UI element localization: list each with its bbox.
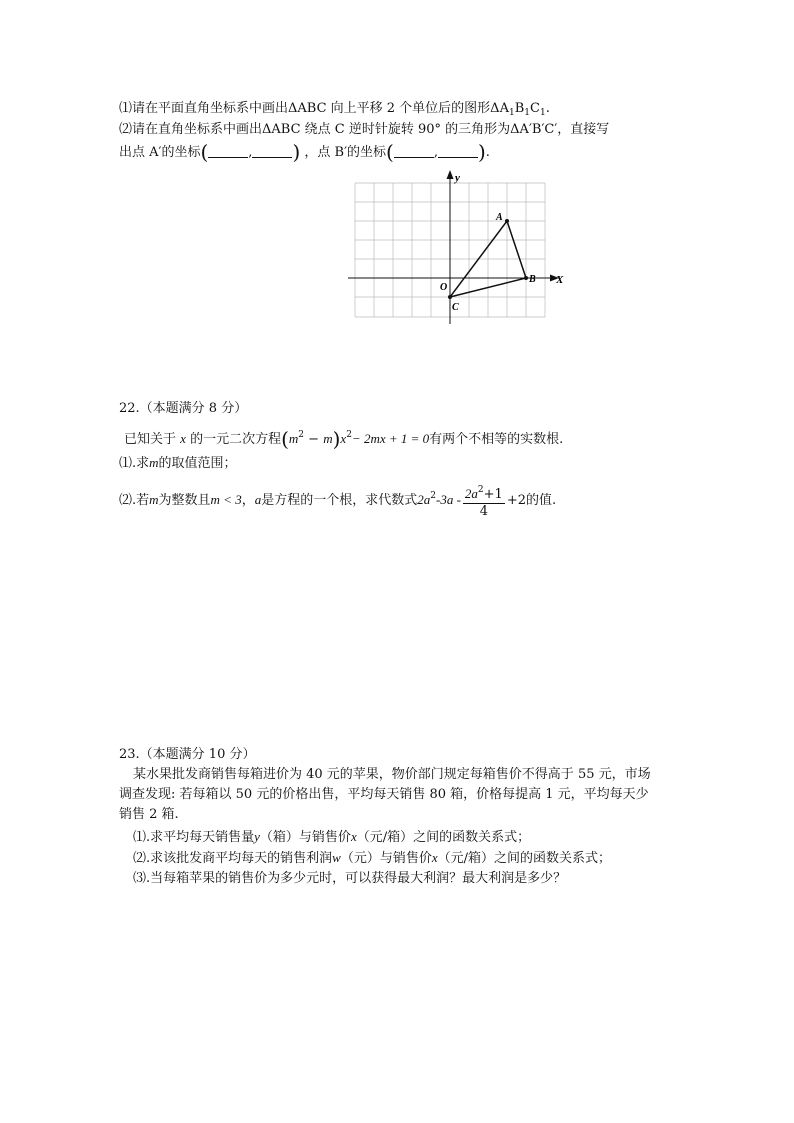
point-a-label: A [496, 212, 503, 223]
point-c [448, 295, 452, 299]
answer-blank [394, 145, 434, 158]
origin-label: O [440, 282, 448, 293]
answer-blank [208, 145, 248, 158]
q23-line1: 某水果批发商销售每箱进价为 40 元的苹果，物价部门规定每箱售价不得高于 55 元，市场 [133, 767, 651, 782]
q23-part3: ⑶.当每箱苹果的销售价为多少元时，可以获得最大利润？最大利润是多少？ [133, 871, 567, 886]
x-axis-label: X [556, 274, 564, 286]
q22-stem: 已知关于 x 的一元二次方程$(m^2 - m)x^2- 2mx + 1 = 0$有两个不相等的实数根. [124, 427, 564, 451]
q23-header: 23.（本题满分 10 分） [119, 747, 256, 762]
q21-part1: ⑴请在平面直角坐标系中画出ΔABC 向上平移 2 个单位后的图形$\Delta A_1B_1C_1$. [119, 101, 550, 118]
answer-blank [438, 145, 478, 158]
q21-part2-line2: 出点 A′的坐标( , ) ，点 B′的坐标( , ). [119, 140, 490, 164]
point-b-label: B [529, 274, 536, 285]
y-axis-arrow [447, 170, 454, 179]
q23-part1: ⑴.求平均每天销售量y（箱）与销售价x（元/箱）之间的函数关系式； [133, 829, 531, 845]
y-axis-label: y [455, 172, 460, 184]
q22-part2: ⑵.若m为整数且m < 3，a是方程的一个根，求代数式$2a^2-3a$ - $\frac{2a^2+1}{4}$ +2的值. [119, 478, 556, 520]
answer-blank [252, 145, 292, 158]
q23-line3: 销售 2 箱. [119, 807, 179, 822]
point-c-label: C [452, 302, 459, 313]
q22-header: 22.（本题满分 8 分） [119, 401, 248, 416]
coordinate-grid-figure [340, 168, 580, 328]
q21-part2-line1: ⑵请在直角坐标系中画出ΔABC 绕点 C 逆时针旋转 90° 的三角形为ΔA′B′C′，直接写 [119, 122, 610, 137]
point-b [524, 276, 528, 280]
fraction: $\frac{2a^2+1}{4}$ [463, 482, 505, 520]
q23-line2: 调查发现: 若每箱以 50 元的价格出售，平均每天销售 80 箱，价格每提高 1 元，平均每天少 [119, 787, 649, 802]
point-a [505, 219, 509, 223]
q23-part2: ⑵.求该批发商平均每天的销售利润w（元）与销售价x（元/箱）之间的函数关系式； [133, 850, 611, 866]
q22-part1: ⑴.求m的取值范围； [119, 455, 237, 471]
